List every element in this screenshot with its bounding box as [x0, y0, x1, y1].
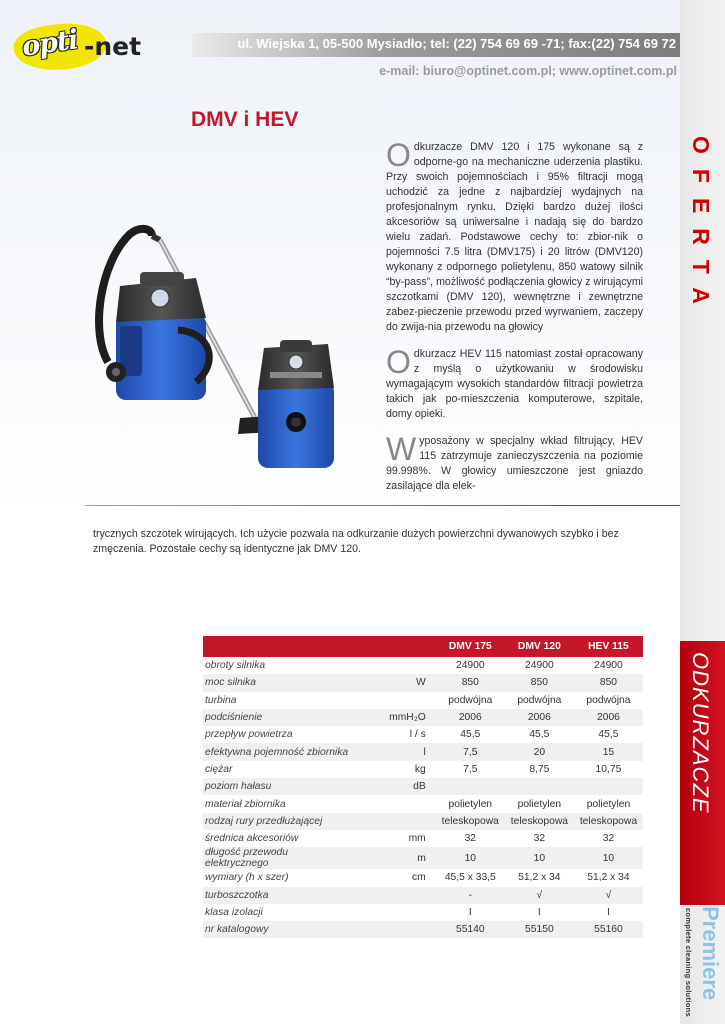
spec-value-dmv120: podwójna — [517, 694, 562, 706]
table-header-row — [203, 636, 643, 657]
header-dmv175: DMV 175 — [436, 636, 505, 657]
premiere-logo: Premiere — [698, 906, 723, 1001]
spec-name: poziom hałasu — [203, 778, 349, 795]
spec-value-dmv175: 24900 — [455, 660, 485, 672]
spec-unit — [349, 657, 436, 674]
spec-unit: kg — [414, 763, 426, 775]
spec-value-hev115: 32 — [602, 833, 615, 845]
table-row — [203, 761, 643, 778]
table-body — [203, 657, 643, 938]
spec-unit — [349, 887, 436, 904]
spec-name: długość przewodu elektrycznego — [203, 847, 349, 869]
logo-opti-text: opti — [20, 24, 80, 63]
spec-value-dmv175: 55140 — [436, 921, 505, 938]
spec-unit — [349, 692, 436, 709]
spec-value-hev115: podwójna — [586, 694, 631, 706]
oferta-label: OFERTA — [688, 136, 714, 319]
spec-unit: dB — [349, 778, 436, 795]
table-row — [203, 869, 643, 886]
drop-cap: O — [386, 137, 411, 173]
spec-name: obroty silnika — [205, 660, 266, 672]
table-row — [203, 813, 643, 830]
spec-unit — [349, 904, 436, 921]
table-row — [203, 709, 643, 726]
spec-name: efektywna pojemność zbiornika — [203, 743, 349, 760]
category-label: ODKURZACZE — [688, 652, 713, 814]
spec-value-dmv175: I — [468, 907, 472, 918]
table-row — [203, 726, 643, 743]
spec-value-hev115: 55160 — [574, 921, 643, 938]
spec-name: materiał zbiornika — [205, 798, 286, 810]
spec-value-dmv120: 10 — [505, 847, 574, 869]
spec-name: klasa izolacji — [205, 907, 263, 918]
spec-value-hev115: 850 — [574, 674, 643, 691]
spec-name: turboszczotka — [203, 887, 349, 904]
spec-unit: mmH₂O — [349, 709, 436, 726]
spec-value-dmv120: 55150 — [505, 921, 574, 938]
paragraph-filter — [386, 431, 643, 494]
paragraph-hev — [386, 344, 643, 422]
spec-value-dmv175: 2006 — [436, 709, 505, 726]
spec-value-dmv120: 24900 — [525, 660, 554, 672]
spec-value-dmv120: 32 — [533, 833, 546, 845]
spec-value-hev115: 51,2 x 34 — [587, 872, 630, 884]
spec-value-hev115: √ — [574, 887, 643, 904]
spec-value-dmv120: teleskopowa — [505, 813, 574, 830]
spec-value-hev115: polietylen — [586, 798, 631, 810]
spec-name: moc silnika — [203, 674, 349, 691]
spec-value-dmv120: I — [537, 907, 541, 918]
spec-value-dmv120: 51,2 x 34 — [518, 872, 561, 884]
spec-value-dmv175: 32 — [464, 833, 477, 845]
spec-value-hev115: 45,5 — [598, 729, 619, 741]
spec-value-dmv175: polietylen — [448, 798, 493, 810]
spec-name: nr katalogowy — [203, 921, 349, 938]
spec-value-dmv120: 20 — [505, 743, 574, 760]
spec-unit — [349, 921, 436, 938]
spec-value-dmv175: 7,5 — [463, 763, 478, 775]
header-label-cell — [203, 636, 349, 657]
spec-value-dmv175: 10 — [436, 847, 505, 869]
spec-unit — [349, 813, 436, 830]
table-row — [203, 795, 643, 812]
spec-name: ciężar — [205, 763, 233, 775]
spec-unit: m — [349, 847, 436, 869]
spec-name: rodzaj rury przedłużającej — [203, 813, 349, 830]
header-unit-cell — [349, 636, 436, 657]
table-row — [203, 830, 643, 847]
spec-unit: cm — [412, 872, 426, 884]
table-row — [203, 657, 643, 674]
spec-value-dmv120: 2006 — [505, 709, 574, 726]
spec-value-dmv175: 45,5 x 33,5 — [444, 872, 496, 884]
paragraph-text: dkurzacz HEV 115 natomiast został opracowany z myślą o użytkowaniu w środowisku wymagającym wysokich standardów filtracji powietrza takich jak po-mieszczenia komputerowe, szpitale, domy opieki. — [386, 348, 643, 420]
table-row — [203, 887, 643, 904]
spec-value-dmv175: 45,5 — [460, 729, 481, 741]
spec-value-dmv120: √ — [505, 887, 574, 904]
spec-value-hev115: 2006 — [574, 709, 643, 726]
spec-name: podciśnienie — [203, 709, 349, 726]
spec-value-dmv120: 850 — [505, 674, 574, 691]
opti-net-logo — [8, 14, 148, 76]
spec-value-hev115: 10,75 — [595, 763, 622, 775]
spec-value-dmv175: podwójna — [448, 694, 493, 706]
table-row — [203, 674, 643, 691]
spec-value-dmv175: 850 — [436, 674, 505, 691]
spec-value-hev115: teleskopowa — [574, 813, 643, 830]
spec-unit: W — [349, 674, 436, 691]
spec-value-dmv120 — [505, 778, 574, 795]
drop-cap: W — [386, 431, 417, 467]
page-title: DMV i HEV — [191, 108, 299, 131]
spec-unit: l — [349, 743, 436, 760]
header-hev115: HEV 115 — [574, 636, 643, 657]
spec-value-dmv175 — [436, 778, 505, 795]
paragraph-text: yposażony w specjalny wkład filtrujący, HEV 115 zatrzymuje zanieczyszczenia na poziomie 99.998%. W głowicy umieszczone jest gniazdo zasilające dla elek- — [386, 435, 643, 492]
paragraph-dmv — [386, 137, 643, 335]
specification-table — [203, 636, 643, 938]
spec-unit: l / s — [409, 729, 426, 741]
company-address: ul. Wiejska 1, 05-500 Mysiadło; tel: (22) 754 69 69 -71; fax:(22) 754 69 72 — [237, 36, 676, 51]
spec-name: przepływ powietrza — [205, 729, 293, 741]
premiere-tagline: complete cleaning solutions — [684, 908, 693, 1017]
description-column — [386, 137, 643, 506]
spec-value-hev115: I — [607, 907, 610, 918]
spec-value-dmv120: polietylen — [517, 798, 562, 810]
spec-value-dmv120: 45,5 — [529, 729, 550, 741]
vacuum-cleaners-image — [60, 222, 350, 474]
spec-name: średnica akcesoriów — [205, 833, 299, 845]
spec-value-dmv120: 8,75 — [529, 763, 550, 775]
paragraph-text: dkurzacze DMV 120 i 175 wykonane są z odporne-go na mechaniczne uderzenia plastiku. Przy swoich pojemnościach i 95% filtracji mogą uchodzić za jedne z najbardziej wydajnych na profesjonalnym rynku. Dzięki bardzo dużej ilości akcesoriów są uniwersalne i nadają się do bardzo wielu zadań. Podstawowe cechy to: zbior-nik o pojemności 7.5 litra (DMV175) i 20 litrów (DMV120) wykonany z odpornego polietylenu, 850 watowy silnik “by-pass”, możliwość podłączenia głowicy z wirującymi szczotkami (DMV 120), wewnętrzne i zewnętrzne zabez-pieczenie przewodu przed wyrwaniem, zaczepy do zwija-nia przewodu na głowicy — [386, 141, 643, 333]
table-row — [203, 692, 643, 709]
header-dmv120: DMV 120 — [505, 636, 574, 657]
section-divider — [85, 505, 680, 506]
spec-value-dmv175: 7,5 — [436, 743, 505, 760]
spec-name: wymiary (h x szer) — [205, 872, 289, 884]
company-contact: e-mail: biuro@optinet.com.pl; www.optinet.com.pl — [379, 64, 677, 78]
spec-value-hev115: 15 — [574, 743, 643, 760]
logo-net-text: -net — [84, 32, 142, 61]
spec-value-hev115 — [574, 778, 643, 795]
spec-unit: mm — [408, 833, 426, 845]
continued-paragraph: trycznych szczotek wirujących. Ich użycie pozwala na odkurzanie dużych powierzchni dywanowych szybko i bez zmęczenia. Pozostałe cechy są identyczne jak DMV 120. — [93, 528, 619, 555]
spec-value-hev115: 10 — [574, 847, 643, 869]
spec-value-dmv175: teleskopowa — [436, 813, 505, 830]
table-row — [203, 847, 643, 869]
spec-value-hev115: 24900 — [594, 660, 623, 672]
spec-name: turbina — [205, 694, 237, 706]
drop-cap: O — [386, 344, 411, 380]
table-row — [203, 904, 643, 921]
spec-value-dmv175: - — [436, 887, 505, 904]
spec-unit — [349, 795, 436, 812]
table-row — [203, 743, 643, 760]
address-bar — [192, 33, 680, 57]
table-row — [203, 778, 643, 795]
table-row — [203, 921, 643, 938]
